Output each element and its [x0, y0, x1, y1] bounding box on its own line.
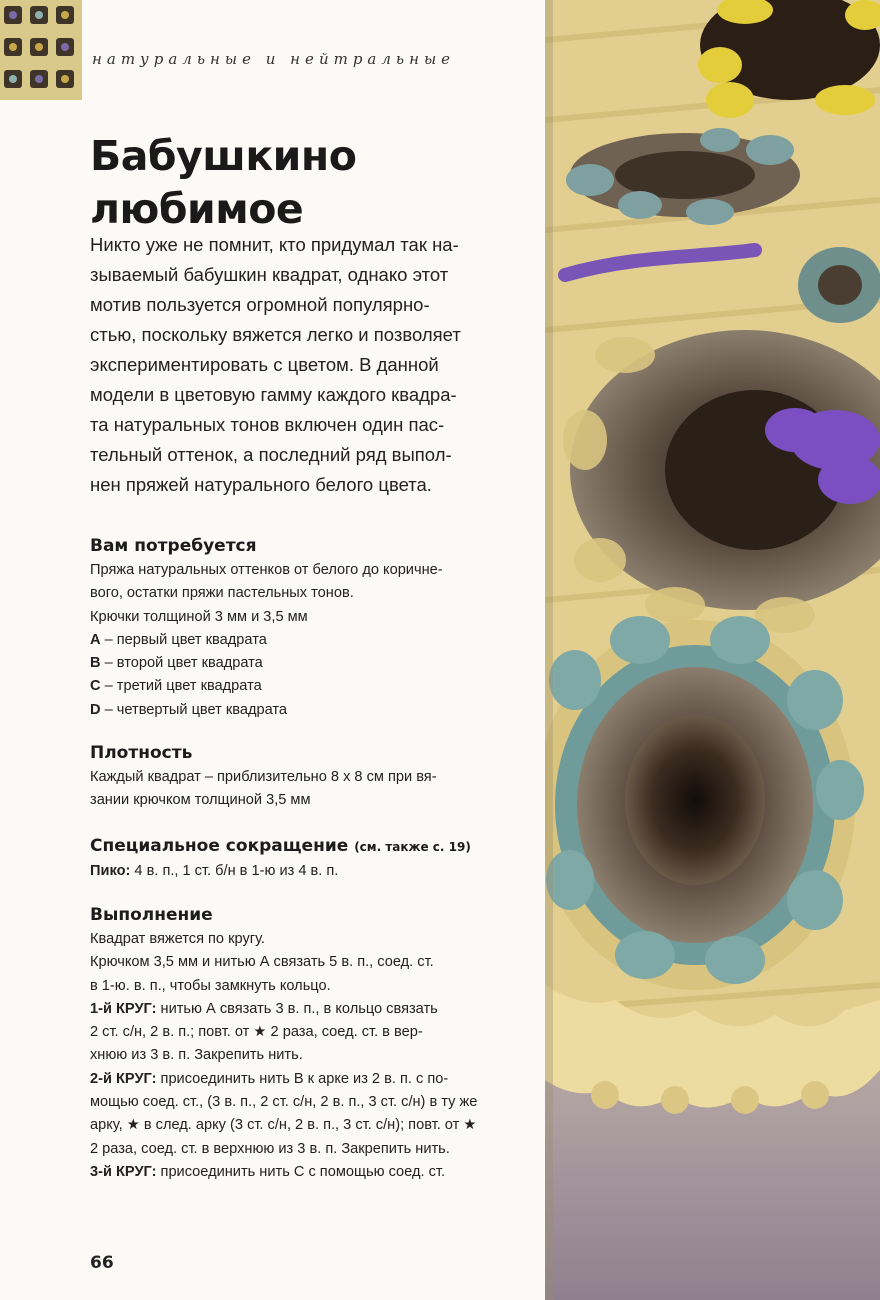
- materials-section: [90, 535, 530, 722]
- crochet-thumbnail-image: [0, 0, 82, 100]
- section-header: натуральные и нейтральные: [92, 50, 456, 68]
- color-key: C: [90, 678, 101, 695]
- gauge-section: [90, 742, 530, 813]
- abbreviation-note: (см. также с. 19): [354, 840, 471, 854]
- intro-line: тельный оттенок, а последний ряд выпол-: [90, 444, 452, 465]
- color-key: A: [90, 631, 101, 648]
- color-key-line: [90, 629, 530, 652]
- instruction-line: хнюю из 3 в. п. Закрепить нить.: [90, 1047, 303, 1064]
- materials-line: Крючки толщиной 3 мм и 3,5 мм: [90, 608, 308, 625]
- instruction-line: в 1-ю. в. п., чтобы замкнуть кольцо.: [90, 977, 331, 994]
- abbreviation-term: Пико:: [90, 863, 131, 879]
- instruction-line: мощью соед. ст., (3 в. п., 2 ст. с/н, 2 в. п., 3 ст. с/н) в ту же: [90, 1094, 478, 1111]
- materials-line: вого, остатки пряжи пастельных тонов.: [90, 585, 354, 602]
- gauge-heading: Плотность: [90, 743, 193, 763]
- color-key-text: – третий цвет квадрата: [100, 678, 262, 695]
- color-key: D: [90, 701, 101, 718]
- color-key: B: [90, 655, 101, 672]
- article-title: [90, 130, 530, 236]
- title-line: любимое: [90, 185, 304, 233]
- abbreviation-definition: 4 в. п., 1 ст. б/н в 1-ю из 4 в. п.: [130, 863, 339, 879]
- intro-line: та натуральных тонов включен один пас-: [90, 414, 445, 435]
- instruction-line: 2-й КРУГ: присоединить нить В к арке из 2 в. п. с по-: [90, 1070, 449, 1087]
- intro-line: модели в цветовую гамму каждого квадра-: [90, 384, 457, 405]
- intro-line: нен пряжей натурального белого цвета.: [90, 474, 432, 495]
- color-key-line: [90, 675, 530, 698]
- instruction-line: арку, ★ в след. арку (3 ст. с/н, 2 в. п., 3 ст. с/н); повт. от ★: [90, 1117, 477, 1134]
- intro-line: зываемый бабушкин квадрат, однако этот: [90, 264, 449, 285]
- title-line: Бабушкино: [90, 132, 357, 180]
- gauge-line: зании крючком толщиной 3,5 мм: [90, 792, 311, 809]
- gauge-line: Каждый квадрат – приблизительно 8 х 8 см при вя-: [90, 769, 437, 785]
- instructions-section: [90, 904, 530, 1184]
- color-key-text: – четвертый цвет квадрата: [100, 701, 288, 718]
- crochet-blanket-photo: [545, 0, 880, 1300]
- color-key-text: – второй цвет квадрата: [100, 655, 263, 672]
- color-key-line: [90, 652, 530, 675]
- instruction-line: 3-й КРУГ: присоединить нить С с помощью соед. ст.: [90, 1163, 445, 1180]
- instructions-heading: Выполнение: [90, 905, 213, 925]
- instruction-line: 2 ст. с/н, 2 в. п.; повт. от ★ 2 раза, соед. ст. в вер-: [90, 1024, 423, 1041]
- materials-heading: Вам потребуется: [90, 536, 257, 556]
- intro-line: Никто уже не помнит, кто придумал так на-: [90, 234, 459, 255]
- abbreviation-line: [90, 860, 530, 883]
- color-key-line: [90, 699, 530, 722]
- instruction-line: Крючком 3,5 мм и нитью А связать 5 в. п., соед. ст.: [90, 954, 434, 971]
- instruction-line: 2 раза, соед. ст. в верхнюю из 3 в. п. Закрепить нить.: [90, 1140, 450, 1157]
- materials-line: Пряжа натуральных оттенков от белого до коричне-: [90, 562, 443, 578]
- instruction-line: 1-й КРУГ: нитью А связать 3 в. п., в кольцо связать: [90, 1000, 438, 1017]
- page-number: 66: [90, 1253, 114, 1273]
- intro-line: стью, поскольку вяжется легко и позволяет: [90, 324, 461, 345]
- abbreviation-section: [90, 835, 530, 883]
- abbreviation-heading-text: Специальное сокращение: [90, 836, 349, 856]
- intro-paragraph: [90, 230, 530, 500]
- color-key-text: – первый цвет квадрата: [100, 631, 267, 648]
- abbreviation-heading: [90, 835, 530, 858]
- instruction-line: Квадрат вяжется по кругу.: [90, 931, 265, 947]
- intro-line: экспериментировать с цветом. В данной: [90, 354, 439, 375]
- intro-line: мотив пользуется огромной популярно-: [90, 294, 430, 315]
